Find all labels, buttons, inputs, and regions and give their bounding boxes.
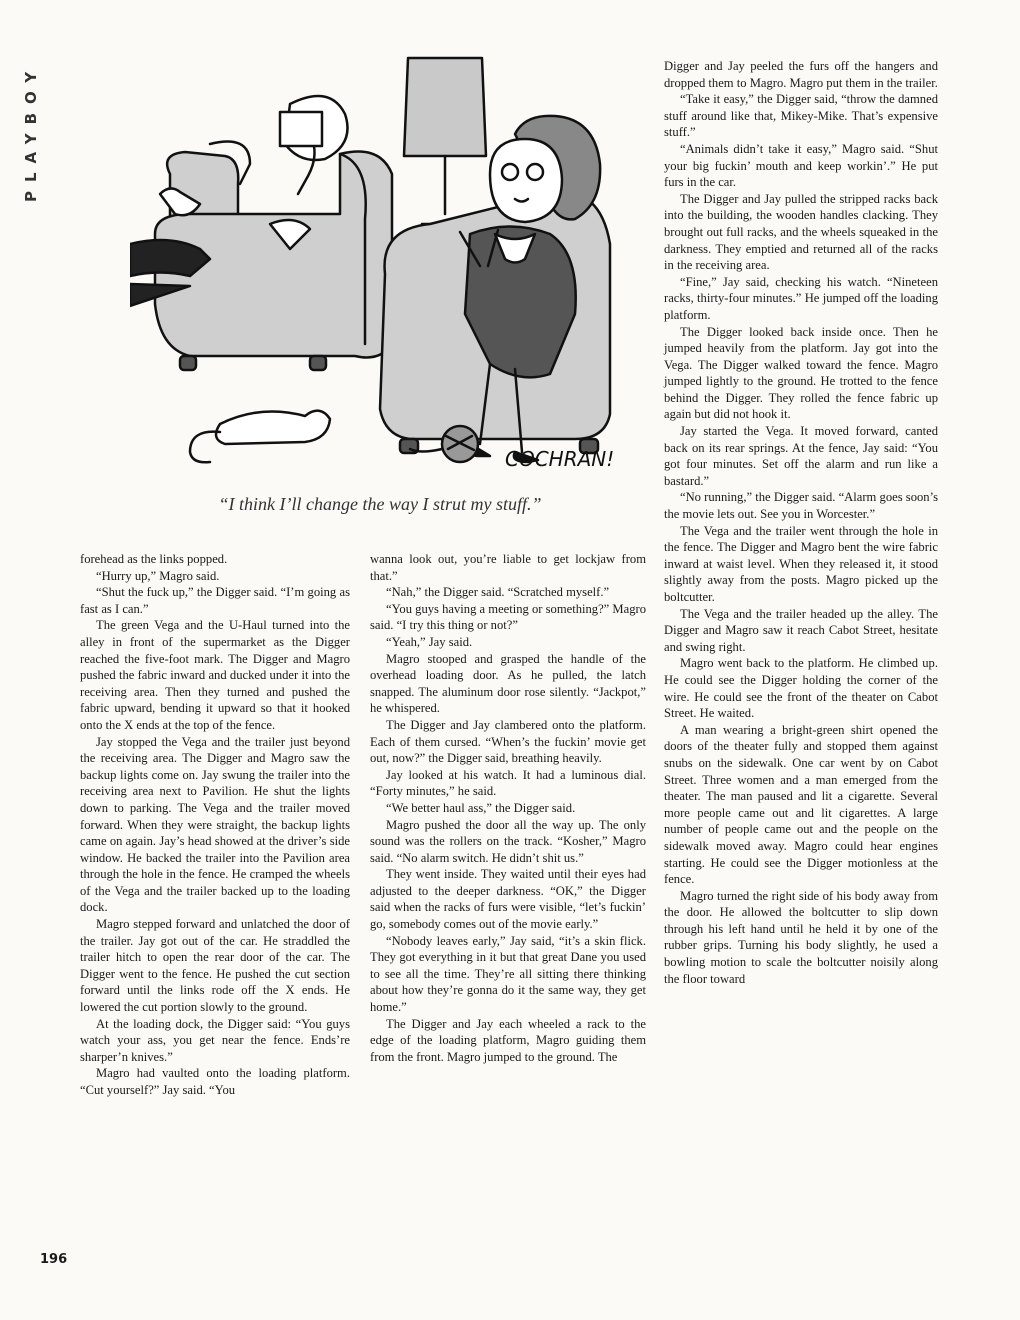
page-number: 196: [40, 1252, 68, 1267]
paragraph: The green Vega and the U-Haul turned into the alley in front of the supermarket as the Digger reached the five-foot mark. The Digger and Magro pushed the fabric inward and ducked under it into the receiving area. Then they turned and pushed the fabric upward, bending it upward so that it hooked onto the X ends at the top of the fence.: [80, 618, 350, 732]
paragraph: Jay started the Vega. It moved forward, canted back on its rear springs. At the fence, Jay said: “You got four minutes. Set off the alarm and run like a bastard.”: [664, 424, 938, 488]
paragraph: “Yeah,” Jay said.: [386, 634, 473, 649]
paragraph: Magro turned the right side of his body away from the door. He allowed the boltcutter to slip down through his left hand until he held it by one of the rubber grips. Turning his body slightly, he used a bowling motion to scale the boltcutter noisily along the floor toward: [664, 888, 938, 986]
text-column-2: [370, 551, 646, 1065]
text-column-1: [80, 551, 350, 1099]
paragraph: Jay stopped the Vega and the trailer just beyond the receiving area. The Digger and Magro saw the backup lights come on. Jay swung the trailer into the receiving area next to Pavilion. He shut the lights down to parking. The Vega and the trailer moved forward. When they were straight, the backup lights came on again. Jay’s head showed at the driver’s side window. He backed the trailer into the Pavilion area through the hole in the fence. He cramped the wheels of the Vega and the trailer backed up to the loading dock.: [80, 734, 350, 915]
paragraph: “You guys having a meeting or something?” Magro said. “I try this thing or not?”: [370, 601, 646, 633]
paragraph: At the loading dock, the Digger said: “You guys watch your ass, you get near the fence. Ends’re sharper’n knives.”: [80, 1016, 350, 1064]
paragraph: “No running,” the Digger said. “Alarm goes soon’s the movie lets out. See you in Worcester.”: [664, 490, 938, 522]
paragraph: “Shut the fuck up,” the Digger said. “I’m going as fast as I can.”: [80, 585, 350, 616]
paragraph: The Digger and Jay pulled the stripped racks back into the building, the wooden handles clacking. They brought out full racks, and the wheels squeaked in the darkness. They emptied and returned all of the racks in the receiving area.: [664, 191, 938, 273]
paragraph: Magro stepped forward and unlatched the door of the trailer. Jay got out of the car. He straddled the trailer hitch to open the rear door of the car. The Digger went to the fence. He pushed the cut section forward until the links rode off the X ends. He lowered the cut portion slowly to the ground.: [80, 917, 350, 1015]
text-column-3: [664, 58, 938, 987]
paragraph: Digger and Jay peeled the furs off the hangers and dropped them to Magro. Magro put them in the trailer.: [664, 59, 938, 90]
paragraph: forehead as the links popped.: [80, 552, 228, 566]
paragraph: Magro stooped and grasped the handle of the overhead loading door. As he pulled, the latch snapped. The aluminum door rose silently. “Jackpot,” he whispered.: [370, 651, 646, 716]
paragraph: A man wearing a bright-green shirt opened the doors of the theater fully and stopped them against snubs on the sidewalk. One car went by on Cabot Street. Three women and a man emerged from the theater. The man paused and lit a cigarette. Several more people came out and lit cigarettes. A large number of people came out and the people on the sidewalk moved away. Magro could hear engines starting. He could see the Digger motionless at the fence.: [664, 722, 938, 887]
paragraph: The Vega and the trailer headed up the alley. The Digger and Magro saw it reach Cabot Street, hesitate and swing right.: [664, 606, 938, 654]
paragraph: Magro went back to the platform. He climbed up. He could see the Digger holding the corner of the wire. He could see the front of the theater on Cabot Street. He waited.: [664, 656, 938, 721]
paragraph: The Vega and the trailer went through the hole in the fence. The Digger and Magro bent the wire fabric inward at waist level. When they released it, it stood slightly away from the posts. Magro picked up the boltcutter.: [664, 523, 938, 604]
cartoon-caption: “I think I’ll change the way I strut my stuff.”: [218, 494, 542, 514]
cartoon-signature: COCHRAN!: [505, 447, 615, 471]
paragraph: “We better haul ass,” the Digger said.: [386, 800, 576, 815]
paragraph: Magro pushed the door all the way up. The only sound was the rollers on the track. “Kosher,” Magro said. “No alarm switch. He didn’t shit us.”: [370, 817, 646, 865]
paragraph: “Fine,” Jay said, checking his watch. “Nineteen racks, thirty-four minutes.” He jumped off the loading platform.: [664, 274, 938, 322]
paragraph: “Hurry up,” Magro said.: [96, 568, 220, 583]
paragraph: The Digger looked back inside once. Then he jumped heavily from the platform. Jay got into the Vega. The Digger walked toward the fence. Magro jumped lightly to the ground. He trotted to the fence behind the Digger. They rolled the fence fabric up again but did not hook it.: [664, 324, 938, 422]
paragraph: “Nobody leaves early,” Jay said, “it’s a skin flick. They got everything in it but that great Dane you used to see all the time. They’re all sitting there thinking about how they’re gonna do it the same way, they get home.”: [370, 933, 646, 1015]
paragraph: “Take it easy,” the Digger said, “throw the damned stuff around like that, Mikey-Mike. That’s expensive stuff.”: [664, 92, 938, 140]
paragraph: “Animals didn’t take it easy,” Magro said. “Shut your big fuckin’ mouth and keep workin’.” He put furs in the car.: [664, 141, 938, 190]
paragraph: The Digger and Jay clambered onto the platform. Each of them cursed. “When’s the fuckin’ movie get out, now?” the Digger said, breathing heavily.: [370, 717, 646, 766]
paragraph: wanna look out, you’re liable to get lockjaw from that.”: [370, 552, 646, 583]
paragraph: Jay looked at his watch. It had a luminous dial. “Forty minutes,” he said.: [370, 767, 646, 799]
cartoon-illustration: [130, 44, 630, 494]
paragraph: Magro had vaulted onto the loading platform. “Cut yourself?” Jay said. “You: [80, 1066, 350, 1097]
paragraph: “Nah,” the Digger said. “Scratched myself.”: [386, 585, 610, 600]
paragraph: They went inside. They waited until their eyes had adjusted to the deeper darkness. “OK,” the Digger said when the racks of furs were visible, “let’s fuckin’ go, somebody comes out of the movie early.”: [370, 867, 646, 932]
magazine-name: PLAYBOY: [22, 62, 40, 202]
paragraph: The Digger and Jay each wheeled a rack to the edge of the loading platform, Magro guiding them from the front. Magro jumped to the ground. The: [370, 1016, 646, 1064]
